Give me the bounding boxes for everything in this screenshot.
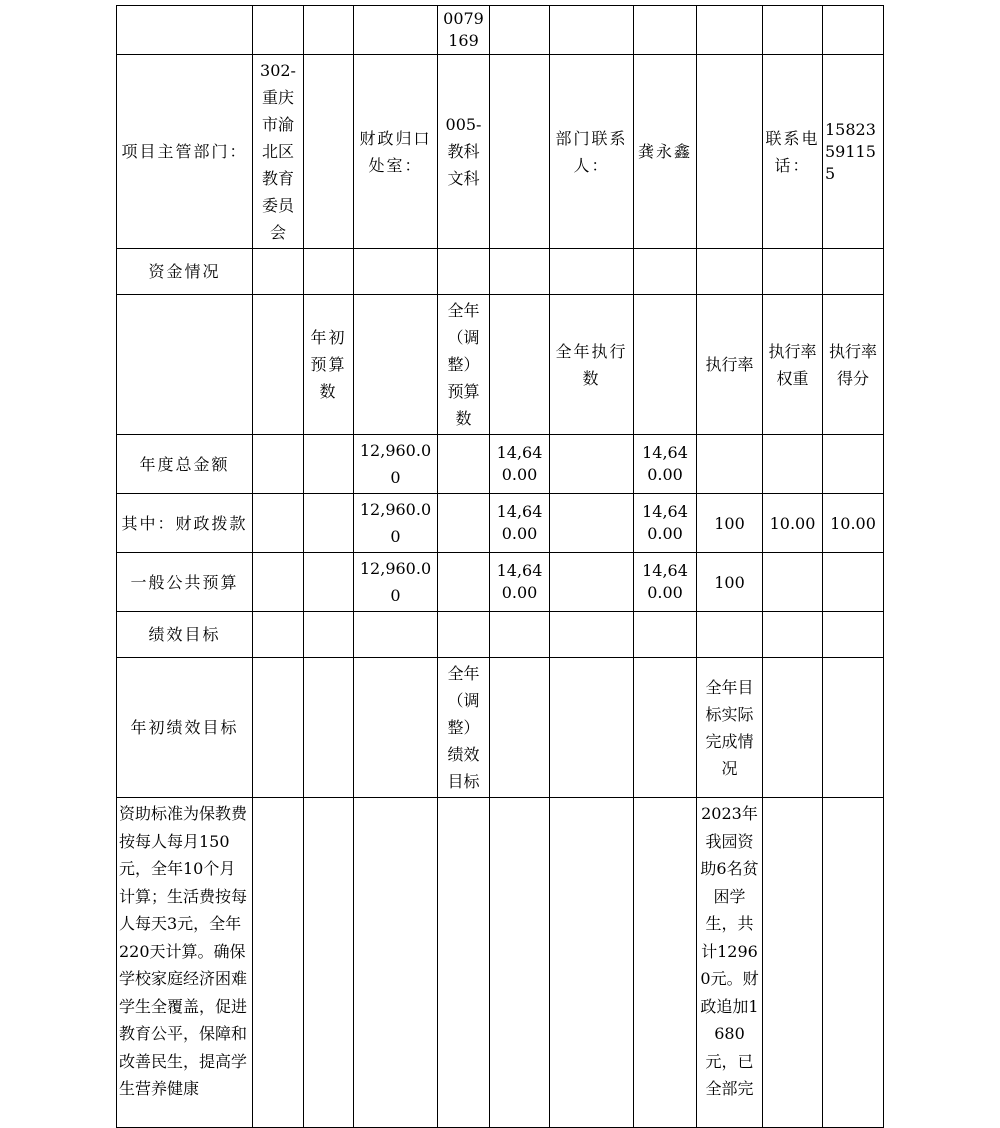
contact-value: 龚永鑫 <box>634 55 697 249</box>
dept-label: 项目主管部门： <box>117 55 253 249</box>
office-value: 005-教科文科 <box>438 55 490 249</box>
office-label: 财政归口处室： <box>354 55 438 249</box>
performance-report-table <box>116 5 884 1128</box>
header-exec-rate: 执行率 <box>697 295 763 435</box>
perf-heading: 绩效目标 <box>117 612 253 658</box>
phone-label: 联系电话： <box>763 55 823 249</box>
goal-text: 资助标准为保教费按每人每月150元，全年10个月计算；生活费按每人每天3元，全年220天计算。确保学校家庭经济困难学生全覆盖，促进教育公平，保障和改善民生，提高学生营养健康 <box>117 798 253 1128</box>
row-funds-header <box>117 295 884 435</box>
score-value <box>823 553 884 612</box>
code-cell: 0079169 <box>438 6 490 55</box>
weight-value: 10.00 <box>763 494 823 553</box>
row-label: 其中：财政拨款 <box>117 494 253 553</box>
executed-value: 14,640.00 <box>634 553 697 612</box>
header-execution: 全年执行数 <box>550 295 634 435</box>
funds-heading: 资金情况 <box>117 249 253 295</box>
table-row <box>117 494 884 553</box>
row-perf-heading <box>117 612 884 658</box>
initial-value: 12,960.00 <box>354 494 438 553</box>
weight-value <box>763 553 823 612</box>
initial-value: 12,960.00 <box>354 435 438 494</box>
row-funds-heading <box>117 249 884 295</box>
initial-value: 12,960.00 <box>354 553 438 612</box>
score-value <box>823 435 884 494</box>
adjusted-value: 14,640.00 <box>490 435 550 494</box>
row-label: 一般公共预算 <box>117 553 253 612</box>
row-department-info <box>117 55 884 249</box>
header-adjusted-budget: 全年（调整）预算数 <box>438 295 490 435</box>
dept-value: 302-重庆市渝北区教育委员会 <box>253 55 304 249</box>
executed-value: 14,640.00 <box>634 435 697 494</box>
adjusted-value: 14,640.00 <box>490 553 550 612</box>
actual-text: 2023年我园资助6名贫困学生，共计12960元。财政追加1680元，已全部完 <box>697 798 763 1128</box>
row-perf-content <box>117 798 884 1128</box>
phone-value: 15823591155 <box>823 55 884 249</box>
weight-value <box>763 435 823 494</box>
contact-label: 部门联系人： <box>550 55 634 249</box>
header-adjusted-goal: 全年（调整）绩效目标 <box>438 658 490 798</box>
table-row <box>117 553 884 612</box>
executed-value: 14,640.00 <box>634 494 697 553</box>
header-rate-weight: 执行率权重 <box>763 295 823 435</box>
table-row <box>117 435 884 494</box>
header-rate-score: 执行率得分 <box>823 295 884 435</box>
adjusted-value: 14,640.00 <box>490 494 550 553</box>
rate-value: 100 <box>697 553 763 612</box>
row-perf-header <box>117 658 884 798</box>
header-actual: 全年目标实际完成情况 <box>697 658 763 798</box>
rate-value: 100 <box>697 494 763 553</box>
score-value: 10.00 <box>823 494 884 553</box>
header-initial-budget: 年初预算数 <box>304 295 354 435</box>
rate-value <box>697 435 763 494</box>
row-code <box>117 6 884 55</box>
row-label: 年度总金额 <box>117 435 253 494</box>
header-initial-goal: 年初绩效目标 <box>117 658 253 798</box>
